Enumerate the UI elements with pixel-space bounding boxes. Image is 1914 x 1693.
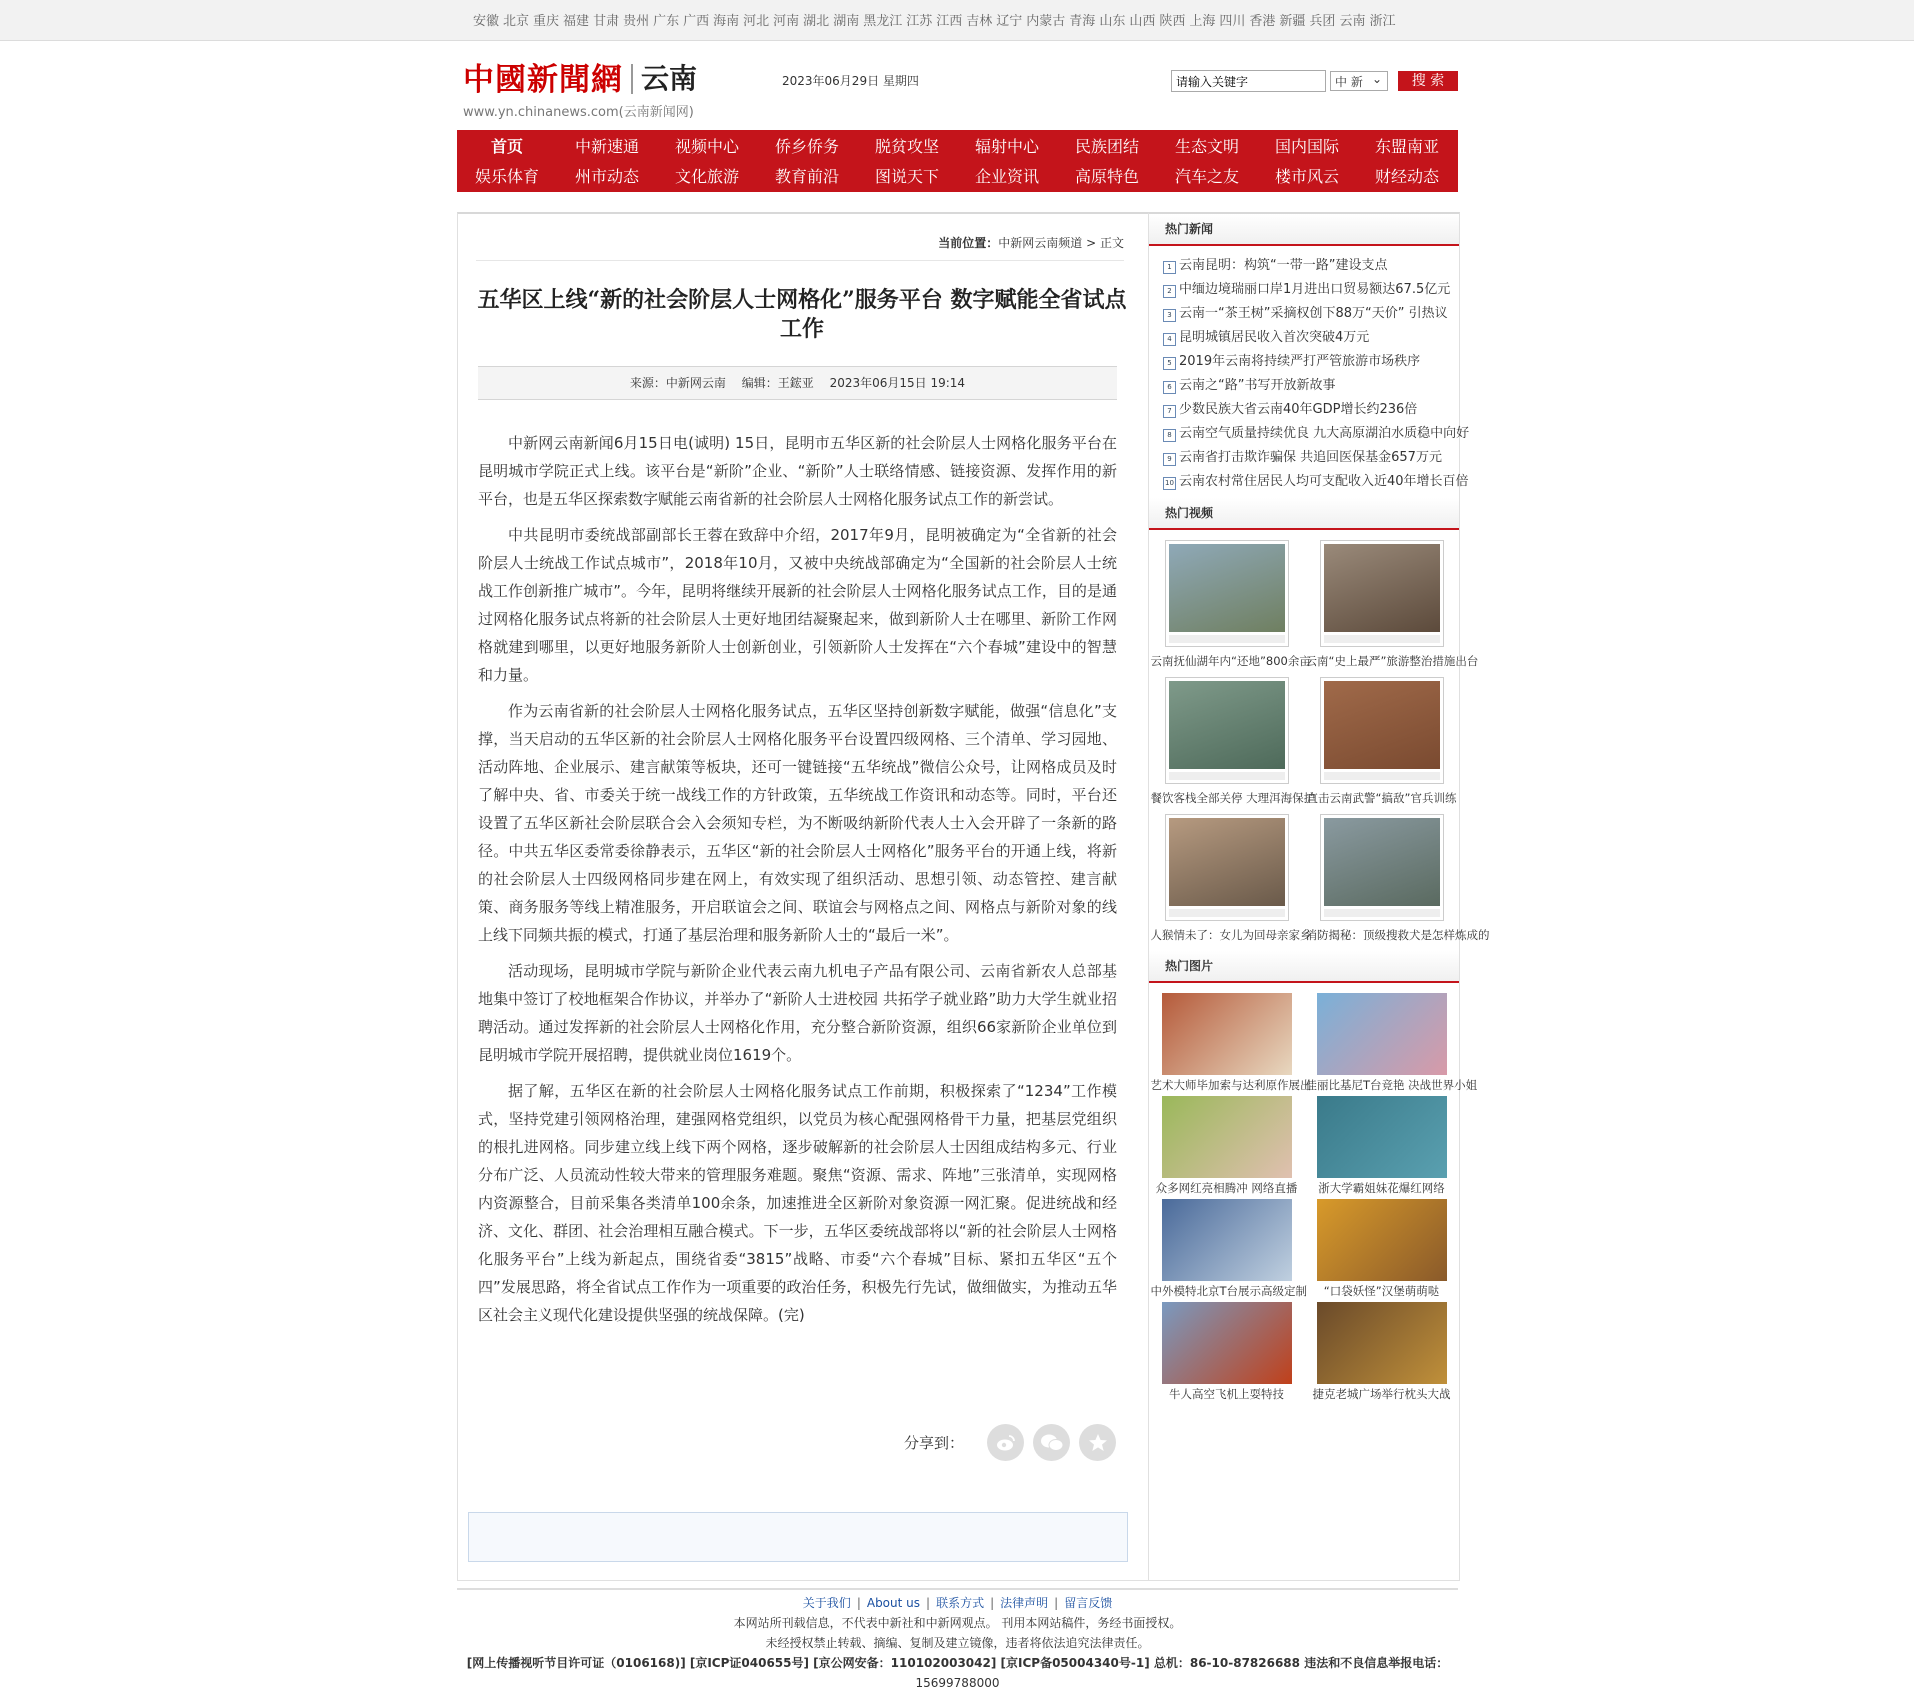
- weibo-share-icon[interactable]: [987, 1424, 1024, 1461]
- hot-news-item[interactable]: [1163, 446, 1453, 470]
- picture-thumbnail[interactable]: [1317, 1199, 1447, 1281]
- region-links: [473, 10, 1399, 29]
- nav-item[interactable]: 财经动态: [1374, 166, 1439, 186]
- rank-badge: 1: [1163, 261, 1176, 274]
- footer-link-separator: |: [926, 1596, 931, 1610]
- nav-item[interactable]: 脱贫攻坚: [874, 136, 939, 156]
- video-thumbnail[interactable]: [1165, 540, 1289, 647]
- video-frame: [1169, 544, 1285, 632]
- region-link[interactable]: 福建: [563, 14, 590, 29]
- footer-report-phone: 15699788000: [915, 1676, 1000, 1690]
- region-link[interactable]: 兵团: [1309, 14, 1336, 29]
- region-link[interactable]: 江苏: [906, 14, 933, 29]
- picture-thumbnail[interactable]: [1162, 1199, 1292, 1281]
- hot-news-title[interactable]: 云南省打击欺诈骗保 共追回医保基金657万元: [1179, 450, 1442, 465]
- hot-picture-item[interactable]: [1304, 1302, 1459, 1405]
- rank-badge: 10: [1163, 477, 1176, 490]
- video-progress-bar: [1324, 909, 1440, 917]
- hot-video-item[interactable]: [1304, 677, 1459, 814]
- region-link[interactable]: 辽宁: [996, 14, 1023, 29]
- video-thumbnail[interactable]: [1320, 540, 1444, 647]
- article-paragraph: 中新网云南新闻6月15日电(诚明) 15日，昆明市五华区新的社会阶层人士网格化服务平台在昆明城市学院正式上线。该平台是“新阶”企业、“新阶”人士联络情感、链接资源、发挥作用的新平台，也是五华区探索数字赋能云南省新的社会阶层人士网格化服务试点工作的新尝试。: [478, 434, 1117, 508]
- hot-news-item[interactable]: [1163, 374, 1453, 398]
- article-editor: 编辑：王鋐亚: [741, 376, 814, 390]
- picture-thumbnail[interactable]: [1317, 993, 1447, 1075]
- nav-item[interactable]: 民族团结: [1074, 136, 1139, 156]
- article-title: 五华区上线“新的社会阶层人士网格化”服务平台 数字赋能全省试点工作: [477, 287, 1127, 342]
- hot-video-item[interactable]: [1304, 814, 1490, 951]
- article-panel: [457, 212, 1149, 1581]
- picture-caption[interactable]: 捷克老城广场举行枕头大战: [1312, 1387, 1451, 1401]
- breadcrumb-label: 当前位置：: [938, 236, 999, 250]
- logo-region: 云南: [641, 62, 698, 95]
- hot-picture-item[interactable]: [1149, 993, 1312, 1096]
- region-link[interactable]: 青海: [1069, 14, 1096, 29]
- rank-badge: 4: [1163, 333, 1176, 346]
- region-link[interactable]: 甘肃: [593, 14, 620, 29]
- region-link[interactable]: 山东: [1099, 14, 1126, 29]
- video-caption[interactable]: 餐饮客栈全部关停 大理洱海保护: [1150, 791, 1316, 805]
- video-thumbnail[interactable]: [1320, 814, 1444, 921]
- share-bar: [904, 1424, 1116, 1461]
- picture-caption[interactable]: 浙大学霸姐妹花爆红网络: [1318, 1181, 1445, 1195]
- hot-news-list: [1149, 246, 1470, 498]
- breadcrumb-channel-link[interactable]: 中新网云南频道: [998, 236, 1083, 250]
- region-link[interactable]: 海南: [713, 14, 740, 29]
- hot-news-title[interactable]: 云南昆明：构筑“一带一路”建设支点: [1179, 258, 1388, 273]
- article-paragraph: 据了解，五华区在新的社会阶层人士网格化服务试点工作前期，积极探索了“1234”工作模式，坚持党建引领网格治理，建强网格党组织，以党员为核心配强网格骨干力量，把基层党组织的根扎进网格。同步建立线上线下两个网格，逐步破解新的社会阶层人士因组成结构多元、行业分布广泛、人员流动性较大带来的管理服务难题。聚焦“资源、需求、阵地”三张清单，实现网格内资源整合，目前采集各类清单100余条，加速推进全区新阶对象资源一网汇聚。促进统战和经济、文化、群团、社会治理相互融合模式。下一步，五华区委统战部将以“新的社会阶层人士网格化服务平台”上线为新起点，围绕省委“3815”战略、市委“六个春城”目标、紧扣五华区“五个四”发展思路，将全省试点工作作为一项重要的政治任务，积极先行先试，做细做实，为推动五华区社会主义现代化建设提供坚强的统战保障。(完): [478, 1082, 1117, 1324]
- hot-picture-item[interactable]: [1149, 1199, 1308, 1302]
- logo-url: [463, 101, 697, 120]
- footer-link[interactable]: 联系方式: [936, 1596, 985, 1610]
- footer-link[interactable]: 关于我们: [802, 1596, 851, 1610]
- region-link[interactable]: 新疆: [1279, 14, 1306, 29]
- region-link[interactable]: 江西: [936, 14, 963, 29]
- hot-news-item[interactable]: [1163, 470, 1469, 494]
- region-link[interactable]: 陕西: [1159, 14, 1186, 29]
- region-link[interactable]: 广东: [653, 14, 680, 29]
- hot-news-item[interactable]: [1163, 302, 1453, 326]
- nav-row-1: [457, 130, 1458, 160]
- logo-url-suffix: (云南新闻网): [618, 105, 694, 120]
- hot-news-item[interactable]: [1163, 254, 1453, 278]
- footer-disclaimer: 本网站所刊载信息，不代表中新社和中新网观点。 刊用本网站稿件，务经书面授权。: [733, 1616, 1182, 1630]
- search-button[interactable]: 搜 索: [1398, 71, 1458, 91]
- breadcrumb-current: 正文: [1099, 236, 1124, 250]
- nav-item[interactable]: 高原特色: [1074, 166, 1139, 186]
- video-caption[interactable]: 消防揭秘：顶级搜救犬是怎样炼成的: [1305, 928, 1490, 942]
- region-link[interactable]: 吉林: [966, 14, 993, 29]
- article-body: [478, 429, 1117, 1337]
- region-link[interactable]: 安徽: [473, 14, 500, 29]
- video-caption[interactable]: 云南“史上最严”旅游整治措施出台: [1305, 654, 1479, 668]
- region-link[interactable]: 四川: [1219, 14, 1246, 29]
- logo-divider: [631, 64, 633, 94]
- region-link[interactable]: 香港: [1249, 14, 1276, 29]
- video-progress-bar: [1169, 909, 1285, 917]
- nav-item[interactable]: 娱乐体育: [474, 166, 539, 186]
- region-link[interactable]: 北京: [503, 14, 530, 29]
- region-link[interactable]: 湖南: [833, 14, 860, 29]
- article-source: 来源：中新网云南: [629, 376, 726, 390]
- region-link[interactable]: 云南: [1339, 14, 1366, 29]
- nav-item[interactable]: 辐射中心: [974, 136, 1039, 156]
- rank-badge: 5: [1163, 357, 1176, 370]
- nav-item[interactable]: 国内国际: [1274, 136, 1339, 156]
- video-frame: [1324, 681, 1440, 769]
- video-frame: [1324, 544, 1440, 632]
- video-progress-bar: [1169, 772, 1285, 780]
- region-link[interactable]: 河南: [773, 14, 800, 29]
- nav-item[interactable]: 楼市风云: [1274, 166, 1339, 186]
- site-logo[interactable]: [463, 54, 697, 120]
- region-link[interactable]: 上海: [1189, 14, 1216, 29]
- video-frame: [1169, 681, 1285, 769]
- article-paragraph: 中共昆明市委统战部副部长王蓉在致辞中介绍，2017年9月，昆明被确定为“全省新的社会阶层人士统战工作试点城市”，2018年10月，又被中央统战部确定为“全国新的社会阶层人士统战工作创新推广城市”。今年，昆明将继续开展新的社会阶层人士网格化服务试点工作，目的是通过网格化服务试点将新的社会阶层人士更好地团结凝聚起来，做到新阶人士在哪里、新阶工作网格就建到哪里，以更好地服务新阶人士创新创业，引领新阶人士发挥在“六个春城”建设中的智慧和力量。: [478, 526, 1117, 684]
- region-bar: [0, 0, 1914, 41]
- picture-thumbnail[interactable]: [1162, 1096, 1292, 1178]
- video-progress-bar: [1324, 772, 1440, 780]
- region-link[interactable]: 贵州: [623, 14, 650, 29]
- current-date: 2023年06月29日 星期四: [782, 74, 919, 88]
- article-paragraph: 活动现场，昆明城市学院与新阶企业代表云南九机电子产品有限公司、云南省新农人总部基地集中签订了校地框架合作协议，并举办了“新阶人士进校园 共拓学子就业路”助力大学生就业招聘活动。通过发挥新的社会阶层人士网格化作用，充分整合新阶资源，组织66家新阶企业单位到昆明城市学院开展招聘，提供就业岗位1619个。: [478, 962, 1117, 1064]
- video-progress-bar: [1324, 635, 1440, 643]
- region-link[interactable]: 黑龙江: [863, 14, 903, 29]
- rank-badge: 7: [1163, 405, 1176, 418]
- sidebar: [1148, 212, 1490, 1581]
- breadcrumb-separator: >: [1082, 236, 1100, 250]
- hot-video-grid: [1149, 530, 1490, 951]
- footer-copyright-notice: 未经授权禁止转载、摘编、复制及建立镜像，违者将依法追究法律责任。: [765, 1636, 1150, 1650]
- favorite-share-icon[interactable]: [1079, 1424, 1116, 1461]
- hot-picture-item[interactable]: [1304, 1199, 1459, 1302]
- footer-link-separator: |: [990, 1596, 995, 1610]
- footer-link[interactable]: About us: [866, 1596, 921, 1610]
- rank-badge: 2: [1163, 285, 1176, 298]
- picture-caption[interactable]: 牛人高空飞机上耍特技: [1169, 1387, 1284, 1401]
- wechat-share-icon[interactable]: [1033, 1424, 1070, 1461]
- rank-badge: 3: [1163, 309, 1176, 322]
- nav-item[interactable]: 图说天下: [874, 166, 939, 186]
- nav-item[interactable]: 教育前沿: [774, 166, 839, 186]
- hot-news-heading: 热门新闻: [1149, 214, 1459, 246]
- hot-picture-heading: 热门图片: [1149, 951, 1459, 983]
- nav-item[interactable]: 生态文明: [1174, 136, 1239, 156]
- picture-caption[interactable]: “口袋妖怪”汉堡萌萌哒: [1323, 1284, 1440, 1298]
- hot-news-title[interactable]: 云南空气质量持续优良 九大高原湖泊水质稳中向好: [1179, 426, 1470, 441]
- hot-news-title[interactable]: 中缅边境瑞丽口岸1月进出口贸易额达67.5亿元: [1179, 282, 1451, 297]
- hot-news-title[interactable]: 云南一“茶王树”采摘权创下88万“天价” 引热议: [1179, 306, 1448, 321]
- main-nav: [457, 130, 1458, 192]
- video-frame: [1324, 818, 1440, 906]
- video-frame: [1169, 818, 1285, 906]
- picture-caption[interactable]: 中外模特北京T台展示高级定制: [1150, 1284, 1308, 1298]
- nav-item[interactable]: 文化旅游: [674, 166, 739, 186]
- hot-news-item[interactable]: [1163, 326, 1453, 350]
- footer-licenses: [网上传播视听节目许可证（0106168)] [京ICP证040655号] [京公网安备：110102003042] [京ICP备05004340号-1] 总机：86-10-87826688 违法和不良信息举报电话：: [466, 1656, 1449, 1670]
- article-time: 2023年06月15日 19:14: [829, 376, 966, 390]
- site-footer: [457, 1588, 1458, 1693]
- comment-box[interactable]: [468, 1512, 1128, 1562]
- share-label: 分享到：: [903, 1434, 964, 1452]
- hot-picture-item[interactable]: [1149, 1302, 1304, 1405]
- video-caption[interactable]: 云南抚仙湖年内“还地”800余亩: [1150, 654, 1311, 668]
- footer-link-separator: |: [856, 1596, 861, 1610]
- footer-link[interactable]: 法律声明: [1000, 1596, 1049, 1610]
- hot-picture-item[interactable]: [1149, 1096, 1304, 1199]
- rank-badge: 6: [1163, 381, 1176, 394]
- logo-text: 中國新聞網: [463, 62, 623, 98]
- footer-link[interactable]: 留言反馈: [1064, 1596, 1113, 1610]
- hot-video-heading: 热门视频: [1149, 498, 1459, 530]
- footer-links: [457, 1593, 1458, 1613]
- region-link[interactable]: 浙江: [1369, 14, 1396, 29]
- hot-news-item[interactable]: [1163, 422, 1470, 446]
- picture-caption[interactable]: 艺术大师毕加索与达利原作展出: [1150, 1078, 1312, 1092]
- video-progress-bar: [1169, 635, 1285, 643]
- search-box: [1171, 70, 1458, 92]
- region-link[interactable]: 河北: [743, 14, 770, 29]
- hot-video-item[interactable]: [1149, 677, 1316, 814]
- video-thumbnail[interactable]: [1320, 677, 1444, 784]
- region-link[interactable]: 广西: [683, 14, 710, 29]
- search-scope-select[interactable]: 中 新 ⌄: [1330, 71, 1388, 91]
- nav-item[interactable]: 汽车之友: [1174, 166, 1239, 186]
- region-link[interactable]: 山西: [1129, 14, 1156, 29]
- video-thumbnail[interactable]: [1165, 677, 1289, 784]
- hot-news-item[interactable]: [1163, 278, 1453, 302]
- footer-link-separator: |: [1054, 1596, 1059, 1610]
- region-link[interactable]: 重庆: [533, 14, 560, 29]
- hot-news-title[interactable]: 云南之“路”书写开放新故事: [1179, 378, 1336, 393]
- hot-video-item[interactable]: [1149, 540, 1311, 677]
- nav-item[interactable]: 侨乡侨务: [774, 136, 839, 156]
- nav-item[interactable]: 首页: [490, 136, 523, 156]
- rank-badge: 9: [1163, 453, 1176, 466]
- rank-badge: 8: [1163, 429, 1176, 442]
- hot-news-title[interactable]: 少数民族大省云南40年GDP增长约236倍: [1179, 402, 1418, 417]
- nav-row-2: [457, 160, 1458, 190]
- hot-news-title[interactable]: 2019年云南将持续严打严管旅游市场秩序: [1179, 354, 1421, 369]
- picture-thumbnail[interactable]: [1317, 1302, 1447, 1384]
- hot-news-item[interactable]: [1163, 398, 1453, 422]
- breadcrumb-divider: [476, 260, 1124, 261]
- nav-item[interactable]: 中新速通: [574, 136, 639, 156]
- nav-item[interactable]: 州市动态: [574, 166, 639, 186]
- picture-caption[interactable]: 佳丽比基尼T台竞艳 决战世界小姐: [1305, 1078, 1478, 1092]
- hot-picture-grid: [1149, 983, 1478, 1405]
- hot-news-item[interactable]: [1163, 350, 1453, 374]
- video-caption[interactable]: 人猴情未了：女儿为回母亲家乡: [1150, 928, 1312, 942]
- breadcrumb: [938, 234, 1124, 251]
- hot-video-item[interactable]: [1304, 540, 1479, 677]
- hot-news-title[interactable]: 昆明城镇居民收入首次突破4万元: [1179, 330, 1370, 345]
- nav-item[interactable]: 东盟南亚: [1374, 136, 1439, 156]
- logo-url-text: www.yn.chinanews.com: [463, 105, 619, 120]
- picture-thumbnail[interactable]: [1162, 1302, 1292, 1384]
- picture-thumbnail[interactable]: [1162, 993, 1292, 1075]
- region-link[interactable]: 湖北: [803, 14, 830, 29]
- hot-news-title[interactable]: 云南农村常住居民人均可支配收入近40年增长百倍: [1179, 474, 1469, 489]
- picture-thumbnail[interactable]: [1317, 1096, 1447, 1178]
- hot-picture-item[interactable]: [1304, 1096, 1459, 1199]
- nav-item[interactable]: 企业资讯: [974, 166, 1039, 186]
- article-meta: [478, 366, 1117, 400]
- nav-item[interactable]: 视频中心: [674, 136, 739, 156]
- article-paragraph: 作为云南省新的社会阶层人士网格化服务试点，五华区坚持创新数字赋能，做强“信息化”支撑，当天启动的五华区新的社会阶层人士网格化服务平台设置四级网格、三个清单、学习园地、活动阵地、企业展示、建言献策等板块，还可一键链接“五华统战”微信公众号，让网格成员及时了解中央、省、市委关于统一战线工作的方针政策，五华统战工作资讯和动态等。同时，平台还设置了五华区新社会阶层联合会入会须知专栏，为不断吸纳新阶代表人士入会开辟了一条新的路径。中共五华区委常委徐静表示，五华区“新的社会阶层人士网格化”服务平台的开通上线，将新的社会阶层人士四级网格同步建在网上，有效实现了组织活动、思想引领、动态管控、建言献策、商务服务等线上精准服务，开启联谊会之间、联谊会与网格点之间、网格点与新阶对象的线上线下同频共振的模式，打通了基层治理和服务新阶人士的“最后一米”。: [478, 702, 1117, 944]
- video-thumbnail[interactable]: [1165, 814, 1289, 921]
- picture-caption[interactable]: 众多网红亮相腾冲 网络直播: [1155, 1181, 1298, 1195]
- hot-picture-item[interactable]: [1304, 993, 1478, 1096]
- hot-video-item[interactable]: [1149, 814, 1312, 951]
- site-header: [457, 50, 1458, 120]
- region-link[interactable]: 内蒙古: [1026, 14, 1066, 29]
- video-caption[interactable]: 直击云南武警“搞敌”官兵训练: [1306, 791, 1457, 805]
- search-input[interactable]: [1171, 70, 1326, 92]
